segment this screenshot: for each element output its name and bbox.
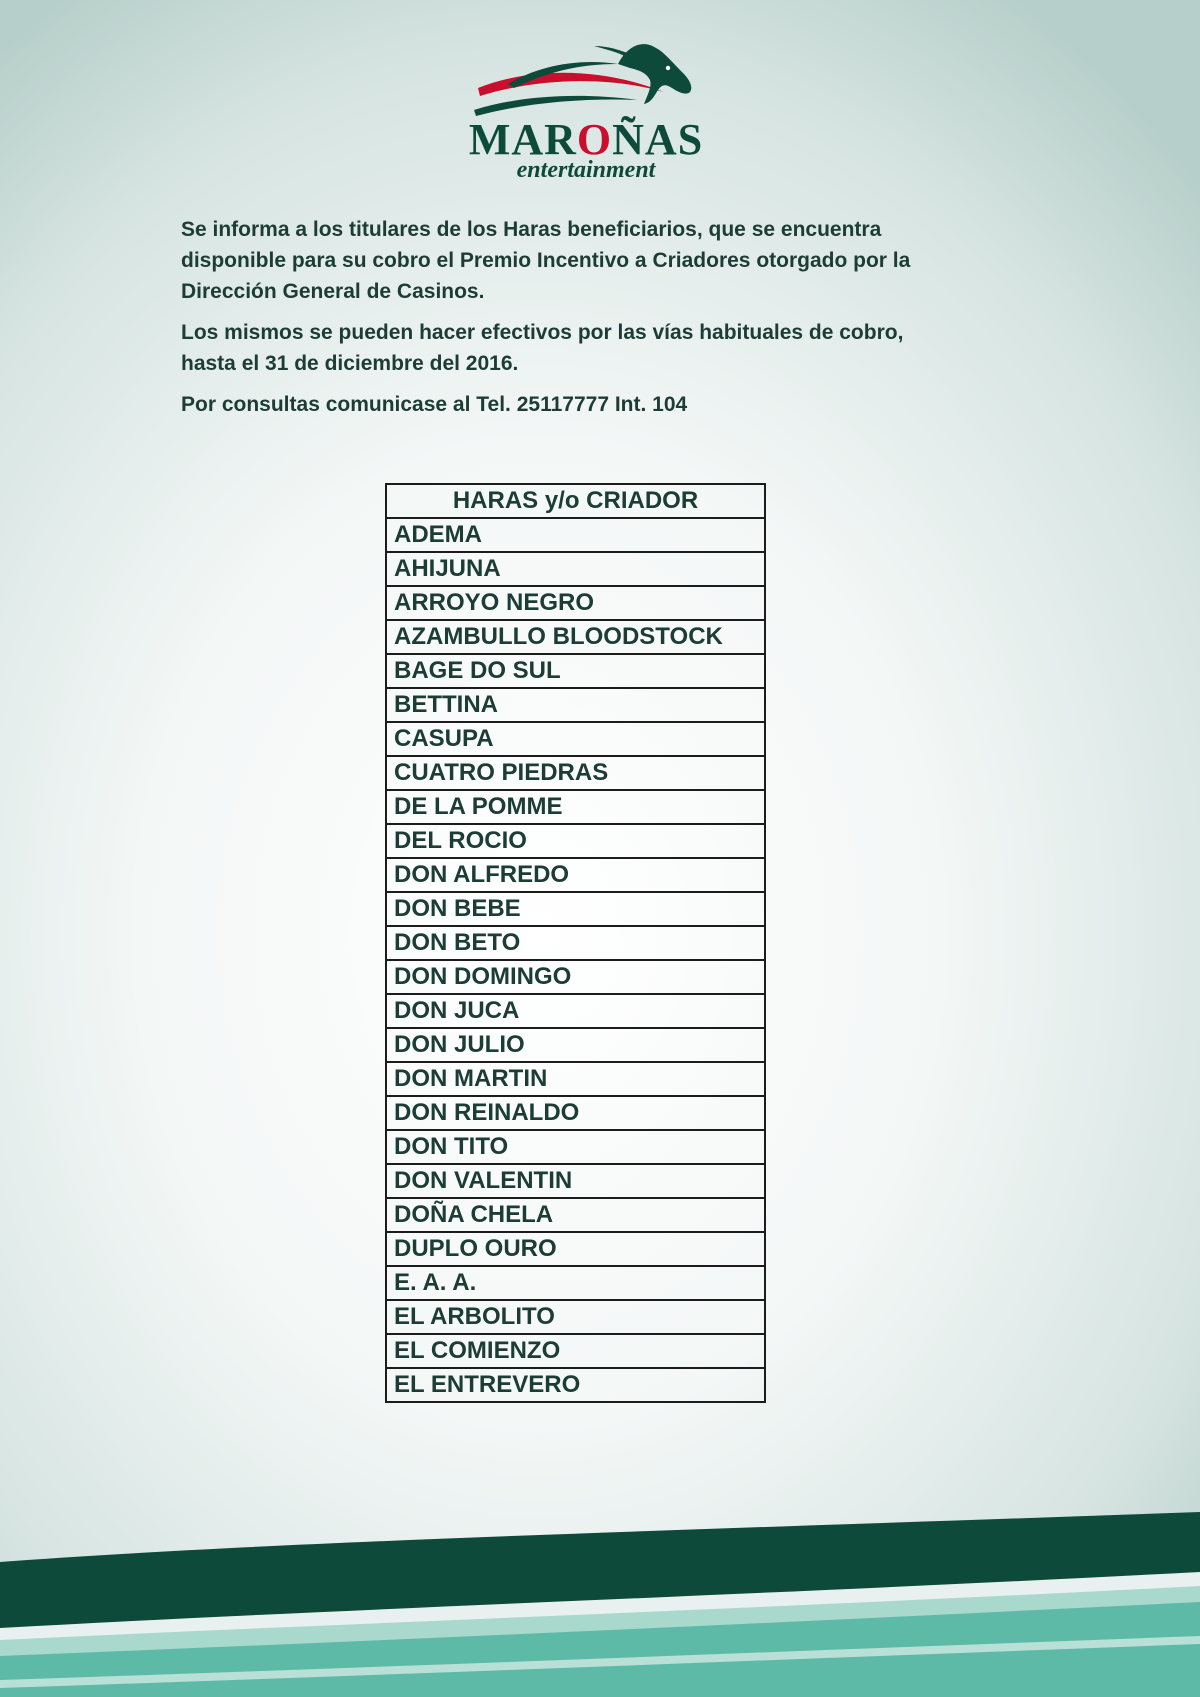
table-cell: DUPLO OURO (386, 1232, 765, 1266)
brand-subtitle: entertainment (516, 157, 656, 183)
notice-paragraph-2: Los mismos se pueden hacer efectivos por las vías habituales de cobro, hasta el 31 de diciembre del 2016. (181, 321, 904, 375)
table-row (386, 926, 765, 960)
table-cell: AHIJUNA (386, 552, 765, 586)
table-cell: E. A. A. (386, 1266, 765, 1300)
table-cell: BAGE DO SUL (386, 654, 765, 688)
table-cell: EL ENTREVERO (386, 1368, 765, 1402)
table-cell: DON JUCA (386, 994, 765, 1028)
table-row (386, 1334, 765, 1368)
table-cell: DON BEBE (386, 892, 765, 926)
table-cell: EL ARBOLITO (386, 1300, 765, 1334)
brand-wordmark (468, 115, 704, 164)
table-row (386, 552, 765, 586)
table-row (386, 994, 765, 1028)
table-row (386, 858, 765, 892)
decorative-waves (0, 1490, 1200, 1697)
notice-text (181, 214, 941, 430)
table-row (386, 1062, 765, 1096)
table-cell: DON REINALDO (386, 1096, 765, 1130)
table-row (386, 1300, 765, 1334)
table-row (386, 892, 765, 926)
maronas-logo (468, 38, 708, 188)
haras-table (385, 483, 766, 1403)
table-row (386, 620, 765, 654)
table-cell: ADEMA (386, 518, 765, 552)
brand-name-part1: MAR (468, 115, 577, 164)
table-cell: CASUPA (386, 722, 765, 756)
table-cell: DOÑA CHELA (386, 1198, 765, 1232)
notice-paragraph-3: Por consultas comunicase al Tel. 25117777 Int. 104 (181, 393, 688, 416)
table-row (386, 722, 765, 756)
table-header: HARAS y/o CRIADOR (386, 484, 765, 518)
table-row (386, 790, 765, 824)
table-row (386, 1164, 765, 1198)
table-row (386, 1096, 765, 1130)
table-row (386, 824, 765, 858)
brand-name-part2: ÑAS (612, 115, 704, 164)
table-cell: DON DOMINGO (386, 960, 765, 994)
table-cell: DON BETO (386, 926, 765, 960)
table-row (386, 1130, 765, 1164)
table-cell: DE LA POMME (386, 790, 765, 824)
table-row (386, 1266, 765, 1300)
table-cell: DON MARTIN (386, 1062, 765, 1096)
table-cell: CUATRO PIEDRAS (386, 756, 765, 790)
table-cell: DEL ROCIO (386, 824, 765, 858)
table-cell: BETTINA (386, 688, 765, 722)
table-header-row (386, 484, 765, 518)
table-row (386, 586, 765, 620)
table-row (386, 1028, 765, 1062)
table-row (386, 688, 765, 722)
table-row (386, 654, 765, 688)
notice-paragraph-1: Se informa a los titulares de los Haras beneficiarios, que se encuentra disponible para su cobro el Premio Incentivo a Criadores otorgado por la Dirección General de Casinos. (181, 218, 911, 303)
table-row (386, 1198, 765, 1232)
table-row (386, 518, 765, 552)
table-row (386, 1368, 765, 1402)
table-cell: DON JULIO (386, 1028, 765, 1062)
brand-name-o: O (576, 115, 613, 164)
table-cell: AZAMBULLO BLOODSTOCK (386, 620, 765, 654)
table-cell: DON VALENTIN (386, 1164, 765, 1198)
table-row (386, 756, 765, 790)
table-cell: DON TITO (386, 1130, 765, 1164)
table-cell: DON ALFREDO (386, 858, 765, 892)
table-cell: ARROYO NEGRO (386, 586, 765, 620)
table-row (386, 1232, 765, 1266)
table-cell: EL COMIENZO (386, 1334, 765, 1368)
table-row (386, 960, 765, 994)
